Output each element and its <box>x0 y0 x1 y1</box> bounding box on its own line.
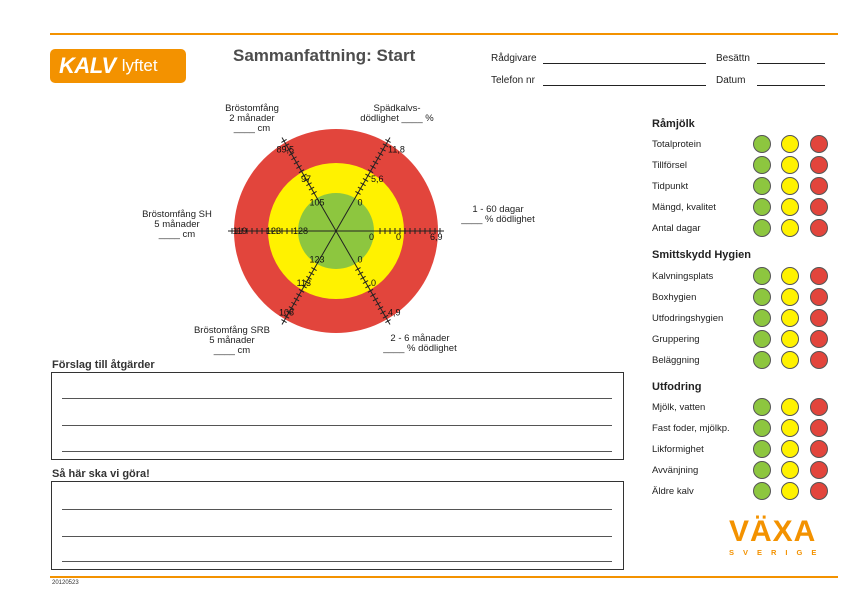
red-status-circle[interactable] <box>810 398 828 416</box>
axis-label-top-right: Spädkalvs- dödlighet ____ % <box>360 103 434 124</box>
red-status-circle[interactable] <box>810 177 828 195</box>
radar-tick-label: 113 <box>296 277 311 288</box>
radar-tick-label: 123 <box>265 226 281 236</box>
checklist-item-label: Kalvningsplats <box>652 271 714 282</box>
yellow-status-circle[interactable] <box>781 419 799 437</box>
radar-tick-label: 0 <box>396 232 402 242</box>
forslag-line[interactable] <box>62 451 612 452</box>
green-status-circle[interactable] <box>753 309 771 327</box>
red-status-circle[interactable] <box>810 219 828 237</box>
axis-label-bottom-right: 2 - 6 månader ____ % dödlighet <box>383 333 457 354</box>
green-status-circle[interactable] <box>753 177 771 195</box>
radar-tick-mark <box>385 139 390 142</box>
radar-tick-label: 89,5 <box>276 144 294 155</box>
yellow-status-circle[interactable] <box>781 351 799 369</box>
logo-main: KALV <box>59 53 116 78</box>
green-status-circle[interactable] <box>753 156 771 174</box>
red-status-circle[interactable] <box>810 288 828 306</box>
red-status-circle[interactable] <box>810 461 828 479</box>
sa-har-line[interactable] <box>62 536 612 537</box>
green-status-circle[interactable] <box>753 135 771 153</box>
checklist-item-label: Antal dagar <box>652 223 701 234</box>
radar-tick-mark <box>281 320 286 323</box>
radar-tick-label: 4,9 <box>388 307 401 318</box>
green-status-circle[interactable] <box>753 267 771 285</box>
radar-tick-label: 5,6 <box>371 174 384 185</box>
radar-tick-label: 128 <box>292 226 308 236</box>
yellow-status-circle[interactable] <box>781 156 799 174</box>
sa-har-line[interactable] <box>62 509 612 510</box>
radar-tick-label: 6,9 <box>430 232 443 242</box>
green-status-circle[interactable] <box>753 219 771 237</box>
checklist-item-label: Gruppering <box>652 334 700 345</box>
checklist-item-label: Mjölk, vatten <box>652 402 706 413</box>
checklist-item-label: Fast foder, mjölkp. <box>652 423 730 434</box>
green-status-circle[interactable] <box>753 288 771 306</box>
red-status-circle[interactable] <box>810 156 828 174</box>
telefon-label: Telefon nr <box>491 75 535 86</box>
radgivare-label: Rådgivare <box>491 53 537 64</box>
red-status-circle[interactable] <box>810 135 828 153</box>
forslag-line[interactable] <box>62 398 612 399</box>
radar-tick-label: 105 <box>309 197 325 208</box>
checklist-item-label: Avvänjning <box>652 465 699 476</box>
radar-tick-label: 0 <box>371 277 377 288</box>
radar-tick-label: 0 <box>357 254 363 265</box>
yellow-status-circle[interactable] <box>781 267 799 285</box>
checklist-category-title: Smittskydd Hygien <box>652 249 752 261</box>
checklist-category-title: Utfodring <box>652 381 702 393</box>
yellow-status-circle[interactable] <box>781 440 799 458</box>
yellow-status-circle[interactable] <box>781 398 799 416</box>
forslag-title: Förslag till åtgärder <box>52 359 155 371</box>
yellow-status-circle[interactable] <box>781 461 799 479</box>
red-status-circle[interactable] <box>810 198 828 216</box>
yellow-status-circle[interactable] <box>781 219 799 237</box>
checklist-item-label: Tillförsel <box>652 160 688 171</box>
green-status-circle[interactable] <box>753 461 771 479</box>
red-status-circle[interactable] <box>810 351 828 369</box>
radar-tick-label: 0 <box>357 197 363 208</box>
axis-label-bottom-left: Bröstomfång SRB 5 månader ____ cm <box>193 325 271 356</box>
checklist-item-label: Tidpunkt <box>652 181 689 192</box>
checklist-item-label: Mängd, kvalitet <box>652 202 716 213</box>
checklist-item-label: Boxhygien <box>652 292 697 303</box>
forslag-line[interactable] <box>62 425 612 426</box>
axis-label-top-left: Bröstomfång 2 månader ____ cm <box>225 103 279 134</box>
red-status-circle[interactable] <box>810 419 828 437</box>
red-status-circle[interactable] <box>810 267 828 285</box>
yellow-status-circle[interactable] <box>781 288 799 306</box>
red-status-circle[interactable] <box>810 482 828 500</box>
yellow-status-circle[interactable] <box>781 177 799 195</box>
brand-sub: SVERIGE <box>729 548 826 557</box>
sa-har-title: Så här ska vi göra! <box>52 468 150 480</box>
radar-tick-mark <box>281 139 286 142</box>
radar-tick-label: 108 <box>278 307 294 318</box>
green-status-circle[interactable] <box>753 351 771 369</box>
checklist-category-title: Råmjölk <box>652 118 695 130</box>
yellow-status-circle[interactable] <box>781 330 799 348</box>
checklist-item-label: Totalprotein <box>652 139 702 150</box>
yellow-status-circle[interactable] <box>781 135 799 153</box>
sa-har-line[interactable] <box>62 561 612 562</box>
red-status-circle[interactable] <box>810 309 828 327</box>
logo-sub: lyftet <box>121 56 158 75</box>
footer-code: 20120523 <box>52 580 79 586</box>
axis-label-right: 1 - 60 dagar ____ % dödlighet <box>461 204 535 225</box>
checklist-item-label: Likformighet <box>652 444 704 455</box>
red-status-circle[interactable] <box>810 440 828 458</box>
yellow-status-circle[interactable] <box>781 198 799 216</box>
checklist-item-label: Äldre kalv <box>652 486 694 497</box>
radar-tick-label: 11,8 <box>388 144 405 155</box>
page-title: Sammanfattning: Start <box>233 46 416 65</box>
besattn-label: Besättn <box>716 53 750 64</box>
radar-tick-label: 123 <box>309 254 325 265</box>
datum-label: Datum <box>716 75 746 86</box>
forslag-box[interactable] <box>51 372 624 460</box>
green-status-circle[interactable] <box>753 482 771 500</box>
green-status-circle[interactable] <box>753 330 771 348</box>
green-status-circle[interactable] <box>753 198 771 216</box>
radar-tick-label: 97 <box>300 174 311 185</box>
yellow-status-circle[interactable] <box>781 482 799 500</box>
sa-har-box[interactable] <box>51 481 624 570</box>
radar-tick-label: 119 <box>232 226 247 236</box>
checklist-item-label: Beläggning <box>652 355 700 366</box>
radar-tick-label: 0 <box>369 232 375 242</box>
green-status-circle[interactable] <box>753 440 771 458</box>
checklist-item-label: Utfodringshygien <box>652 313 724 324</box>
green-status-circle[interactable] <box>753 419 771 437</box>
radar-tick-mark <box>385 320 390 323</box>
axis-label-left: Bröstomfång SH 5 månader ____ cm <box>142 209 212 240</box>
brand-name: VÄXA <box>729 515 817 548</box>
vaxa-logo <box>729 517 825 557</box>
red-status-circle[interactable] <box>810 330 828 348</box>
yellow-status-circle[interactable] <box>781 309 799 327</box>
green-status-circle[interactable] <box>753 398 771 416</box>
